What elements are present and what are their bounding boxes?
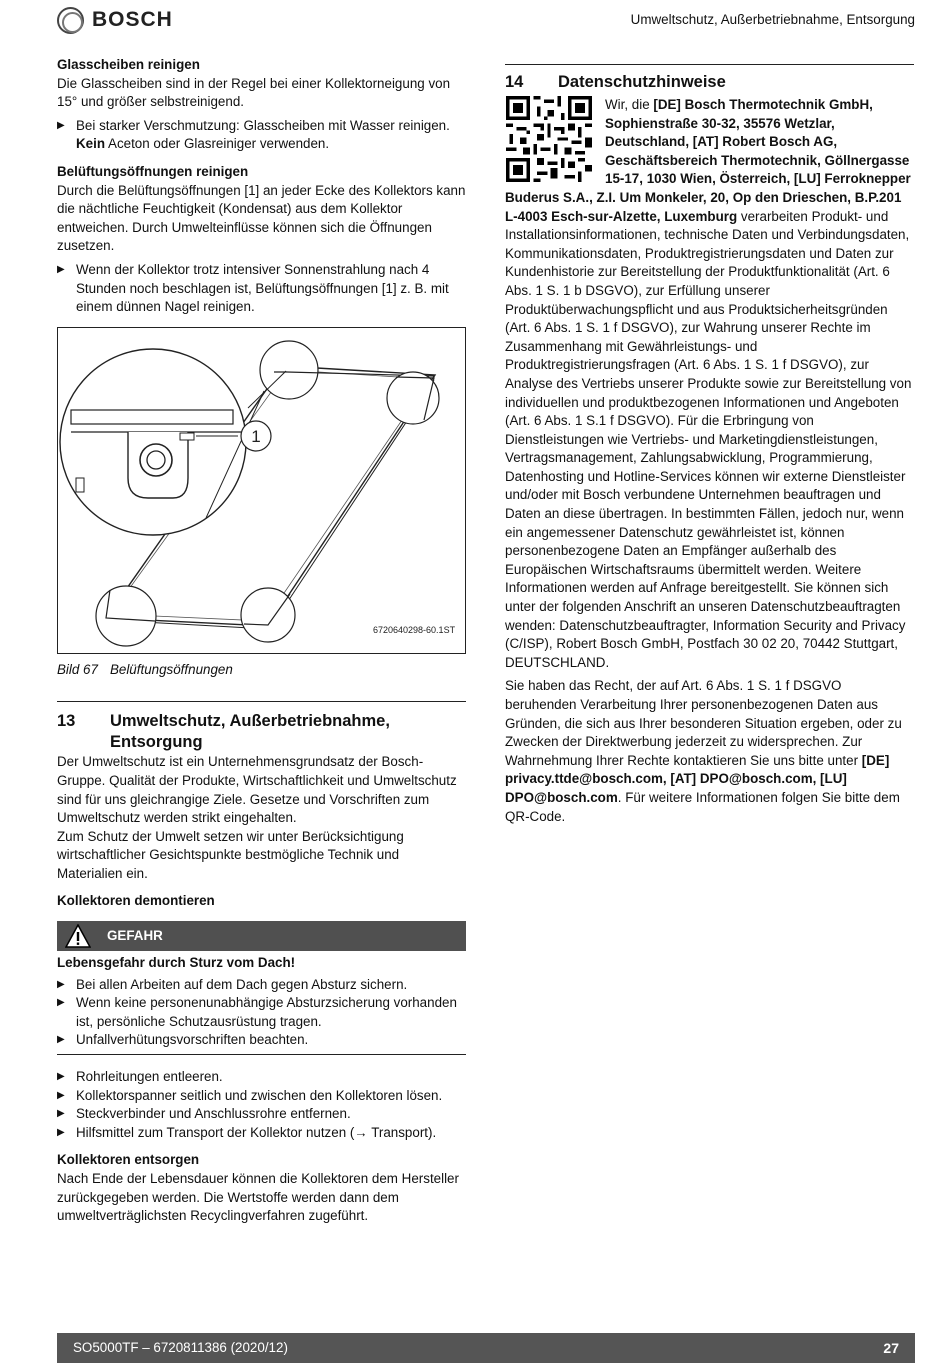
arrow-bullet-icon: ▶ [57, 1034, 65, 1046]
brand-name: BOSCH [92, 7, 173, 31]
vent-heading: Belüftungsöffnungen reinigen [57, 163, 249, 179]
arrow-bullet-icon: ▶ [57, 1071, 65, 1083]
danger-body [57, 954, 466, 1055]
figure-title: Belüftungsöffnungen [109, 661, 233, 677]
figure-code: 6720640298-60.1ST [373, 624, 456, 635]
corner-circle [260, 341, 318, 399]
arrow-bullet-icon: ▶ [57, 978, 65, 990]
section-number: 13 [57, 712, 76, 731]
contact-emails: [DE] privacy.ttde@bosch.com, [AT] DPO@bosch.com, [LU] DPO@bosch.com [505, 752, 890, 805]
glass-heading: Glasscheiben reinigen [57, 57, 200, 72]
callout-label: 1 [251, 426, 261, 446]
danger-heading: Lebensgefahr durch Sturz vom Dach! [57, 955, 296, 971]
page-header [57, 6, 915, 36]
figure-caption [57, 661, 466, 680]
dismount-steps [57, 1068, 466, 1142]
company-addresses: [DE] Bosch Thermotechnik GmbH, Sophienstraße 30-32, 35576 Wetzlar, Deutschland, [AT] Robert Bosch AG, Geschäftsbereich Thermotechnik, Göllnergasse 15-17, 1030 Wien, Österreich, [LU] Ferroknepper Buderus S.A., Z.I. Um Monkeler, 20, Op den Drieschen, B.P.201 L-4003 Esch-sur-Alzette, Luxemburg [505, 97, 911, 224]
section-title: Datenschutzhinweise [558, 73, 726, 91]
privacy-paragraph-1: Wir, die [DE] Bosch Thermotechnik GmbH, Sophienstraße 30-32, 35576 Wetzlar, Deutschland, [AT] Robert Bosch AG, Geschäftsbereich Thermotechnik, Göllnergasse 15-17, 1030 Wien, Österreich, [LU] Ferroknepper Buderus S.A., Z.I. Um Monkeler, 20, Op den Drieschen, B.P.201 L-4003 Esch-sur-Alzette, Luxemburg verarbeiten Produkt- und Installationsinformationen, technische Daten und Verbindungsdaten, Kommunikationsdaten, Produktregistrierungsdaten und Daten zur Kundenhistorie zur Bereitstellung der Produktfunktionalität (Art. 6 Abs. 1 S. 1 b DSGVO), zur Erfüllung unserer Produktüberwachungspflicht und aus Produktsicherheitsgründen (Art. 6 Abs. 1 S. 1 f DSGVO), zur Wahrung unserer Rechte im Zusammenhang mit Gewährleistungs- und Produktregistrierungsfragen (Art. 6 Abs. 1 S. 1 f DSGVO), zur Analyse des Vertriebs unserer Produkte sowie zur Bereitstellung von individuellen und produktbezogenen Informationen und Angeboten (Art. 6 Abs. 1 S.1 f DSGVO). Für die Erbringung von Dienstleistungen wie Vertriebs- und Marketingdienstleistungen, Vertragsmanagement, Zahlungsabwicklung, Programmierung, Datenhosting und Hotline-Services können wir externe Dienstleister und/oder mit Bosch verbundene Unternehmen beauftragen und Daten an diese übertragen. In bestimmten Fällen, jedoch nur, wenn ein angemessener Datenschutz gewährleistet ist, können personenbezogene Daten an Empfänger außerhalb des Europäischen Wirtschaftsraums übermittelt werden. Weitere Informationen werden auf Anfrage bereitgestellt. Sie können sich unter der folgenden Anschrift an unseren Datenschutzbeauftragten wenden: Datenschutzbeauftragter, Information Security and Privacy (C/ISP), Robert Bosch GmbH, Postfach 30 02 20, 70442 Stuttgart, DEUTSCHLAND. [505, 97, 912, 670]
arrow-bullet-icon: ▶ [57, 1089, 65, 1101]
dispose-heading: Kollektoren entsorgen [57, 1152, 200, 1168]
list-item: ▶ Rohrleitungen entleeren. [57, 1068, 466, 1087]
danger-list [57, 976, 466, 1050]
warning-triangle-icon [65, 924, 91, 948]
section-number: 14 [505, 73, 524, 91]
list-item: ▶ Unfallverhütungsvorschriften beachten. [57, 1031, 466, 1050]
dispose-paragraph: Nach Ende der Lebensdauer können die Kollektoren dem Hersteller zurückgegeben werden. Die Wertstoffe werden dann dem umweltverträglichsten Recyclingverfahren zugeführt. [57, 1171, 459, 1224]
document-number: SO5000TF – 6720811386 (2020/12) [73, 1339, 288, 1355]
left-column [57, 56, 466, 1226]
page-number: 27 [883, 1339, 899, 1356]
danger-label: GEFAHR [107, 927, 163, 943]
section-13-paragraph-1: Der Umweltschutz ist ein Unternehmensgrundsatz der Bosch-Gruppe. Qualität der Produkte, Wirtschaftlichkeit und Umweltschutz sind für uns gleichrangige Ziele. Gesetze und Vorschriften zum Umweltschutz werden strikt eingehalten. [57, 754, 457, 826]
list-item: ▶ Hilfsmittel zum Transport der Kollektor nutzen (→ Transport). [57, 1124, 466, 1143]
list-item: ▶ Kollektorspanner seitlich und zwischen den Kollektoren lösen. [57, 1087, 466, 1106]
list-item: ▶ Wenn keine personenunabhängige Absturzsicherung vorhanden ist, persönliche Schutzausrüstung tragen. [57, 995, 457, 1029]
privacy-paragraph-2: Sie haben das Recht, der auf Art. 6 Abs. 1 S. 1 f DSGVO beruhenden Verarbeitung Ihrer personenbezogenen Daten aus Gründen, die sich aus Ihrer besonderen Situation ergeben, oder zu Zwecken der Direktwerbung jederzeit zu widersprechen. Zur Wahrnehmung Ihrer Rechte kontaktieren Sie uns bitte unter [DE] privacy.ttde@bosch.com, [AT] DPO@bosch.com, [LU] DPO@bosch.com. Für weitere Informationen folgen Sie bitte dem QR-Code. [505, 678, 902, 824]
list-item: ▶ Bei starker Verschmutzung: Glasscheiben mit Wasser reinigen. Kein Aceton oder Glasreiniger verwenden. [57, 117, 450, 152]
danger-banner [57, 921, 466, 951]
figure-number: Bild 67 [57, 661, 98, 677]
glass-paragraph: Die Glasscheiben sind in der Regel bei einer Kollektorneigung von 15° und größer selbstreinigend. [57, 75, 451, 110]
vent-figure [57, 327, 466, 654]
arrow-bullet-icon: ▶ [57, 263, 65, 275]
list-item: ▶ Steckverbinder und Anschlussrohre entfernen. [57, 1105, 466, 1124]
section-13-paragraph-2: Zum Schutz der Umwelt setzen wir unter Berücksichtigung wirtschaftlicher Gesichtspunkte bestmögliche Technik und Materialien ein. [57, 828, 404, 881]
corner-circle [241, 588, 295, 642]
section-title: Umweltschutz, Außerbetriebnahme, Entsorgung [110, 712, 390, 752]
glass-instructions [57, 117, 466, 154]
bosch-logo [57, 6, 173, 34]
right-column [505, 64, 914, 826]
running-title: Umweltschutz, Außerbetriebnahme, Entsorgung [630, 12, 915, 27]
section-13-heading [57, 711, 466, 753]
corner-circle [387, 372, 439, 424]
arrow-bullet-icon: ▶ [57, 1126, 65, 1138]
arrow-bullet-icon: ▶ [57, 119, 65, 131]
bosch-armature-icon [57, 7, 84, 34]
corner-circle [96, 586, 156, 646]
arrow-bullet-icon: ▶ [57, 997, 65, 1009]
list-item: ▶ Wenn der Kollektor trotz intensiver Sonnenstrahlung nach 4 Stunden noch beschlagen ist, Belüftungsöffnungen [1] z. B. mit einem dünnen Nagel reinigen. [57, 261, 449, 315]
collector-illustration [58, 328, 465, 653]
page-footer [57, 1333, 915, 1363]
qr-code[interactable] [505, 96, 593, 182]
dismount-heading: Kollektoren demontieren [57, 893, 215, 909]
list-item: ▶ Bei allen Arbeiten auf dem Dach gegen Absturz sichern. [57, 976, 466, 995]
section-14-heading [505, 72, 914, 93]
arrow-bullet-icon: ▶ [57, 1108, 65, 1120]
vent-instructions [57, 261, 466, 317]
vent-paragraph: Durch die Belüftungsöffnungen [1] an jeder Ecke des Kollektors kann die nächtliche Feuchtigkeit (Kondensat) aus dem Kollektor entweichen. Durch Umwelteinflüsse können sich die Öffnungen zusetzen. [57, 182, 466, 254]
